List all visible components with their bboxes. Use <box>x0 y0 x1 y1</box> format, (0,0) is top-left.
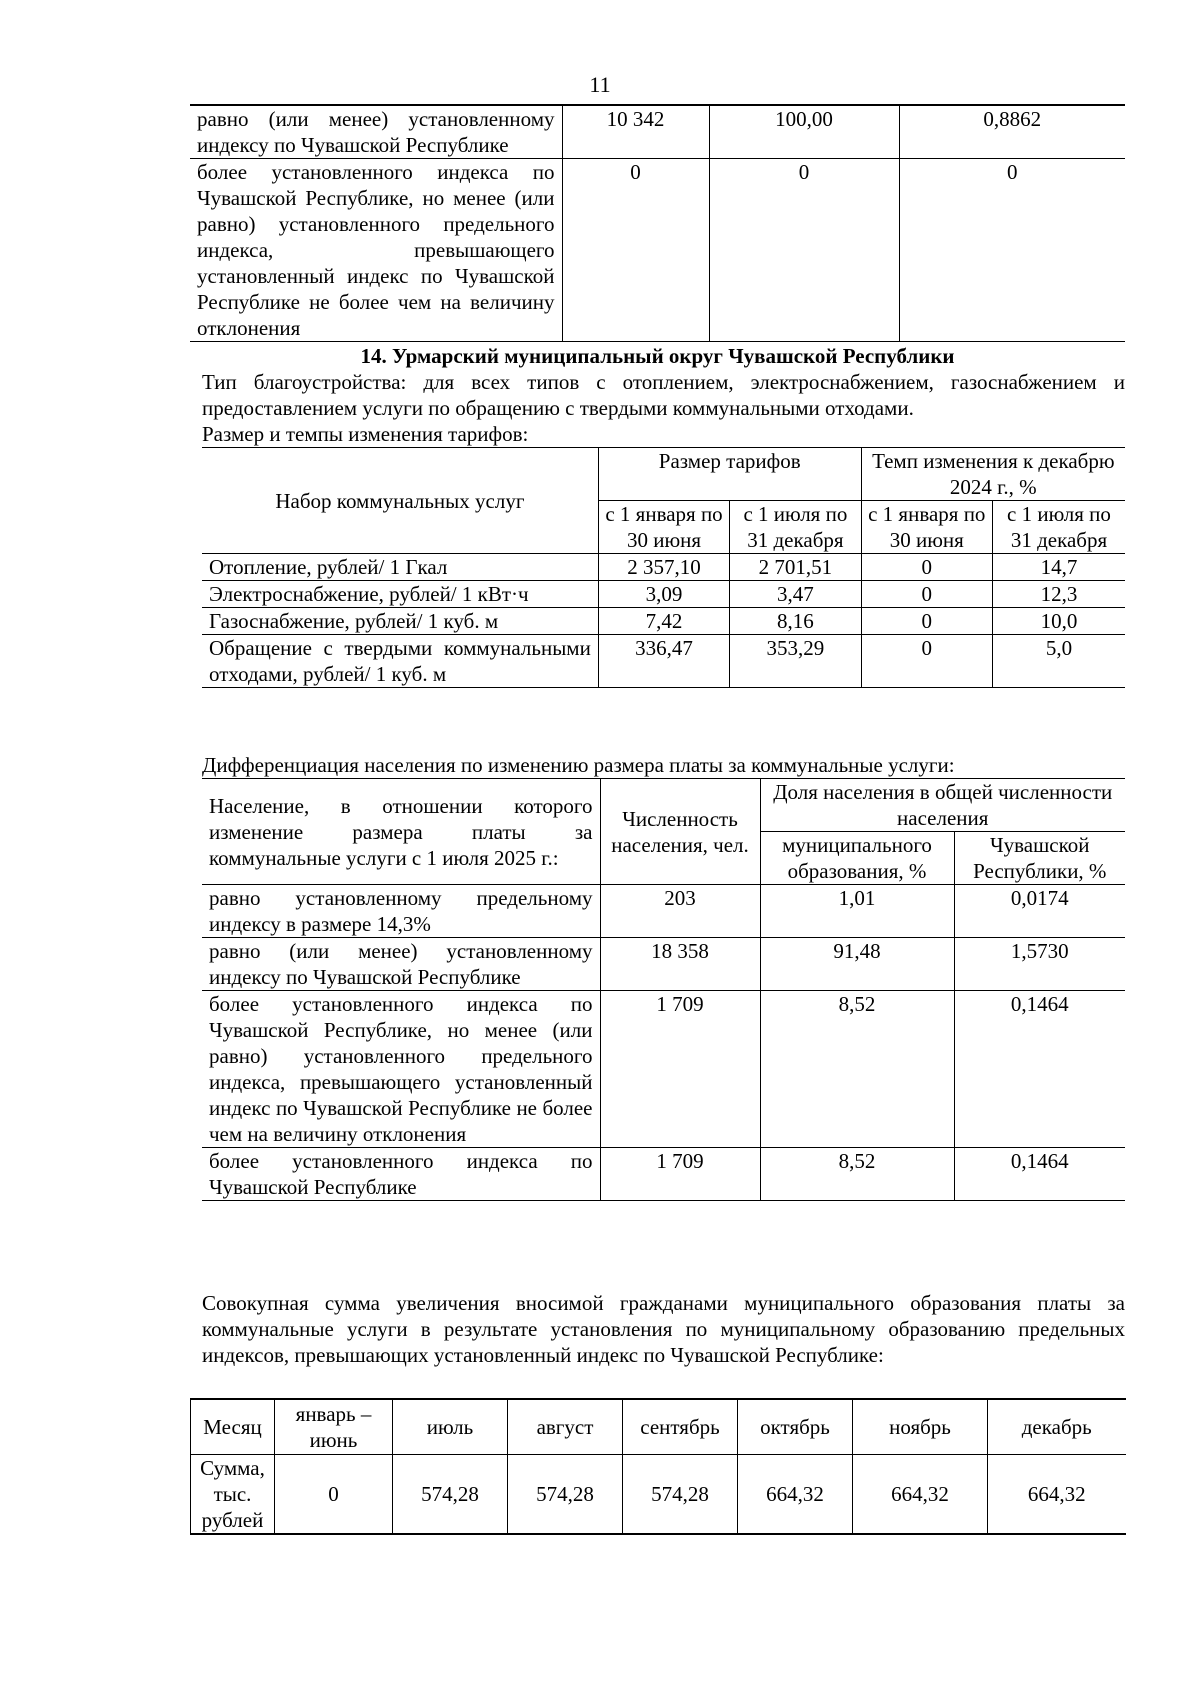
tariffs-table <box>202 447 1125 688</box>
monthly-sum-table <box>190 1398 1125 1535</box>
table-row <box>190 159 1125 342</box>
tariff-value: 2 357,10 <box>598 554 729 581</box>
rate-value: 0 <box>861 581 992 608</box>
tariffs-intro: Размер и темпы изменения тарифов: <box>202 422 529 446</box>
republic-share: 0,1464 <box>954 991 1125 1148</box>
population-count: 0 <box>562 159 709 342</box>
period-header: с 1 июля по 31 декабря <box>730 501 861 554</box>
table-row <box>202 1148 1125 1201</box>
municipal-share: 1,01 <box>760 885 954 938</box>
tariff-value: 7,42 <box>598 608 729 635</box>
republic-share: 0,1464 <box>954 1148 1125 1201</box>
month-header: Месяц <box>191 1399 275 1455</box>
page-number: 11 <box>589 72 611 97</box>
population-label: более установленного индекса по Чувашской Республике, но менее (или равно) установленного предельного индекса, превышающего установленный индекс по Чувашской Республике не более чем на величину отклонения <box>202 991 600 1148</box>
tariff-rate-header: Темп изменения к декабрю 2024 г., % <box>861 448 1125 501</box>
population-label: более установленного индекса по Чувашской Республике, но менее (или равно) установленного предельного индекса, превышающего установленный индекс по Чувашской Республике не более чем на величину отклонения <box>190 159 562 342</box>
tariff-value: 8,16 <box>730 608 861 635</box>
month-cell: декабрь <box>988 1399 1126 1455</box>
sum-cell: 574,28 <box>393 1455 508 1535</box>
population-count: 18 358 <box>600 938 760 991</box>
table-row <box>202 885 1125 938</box>
population-count: 10 342 <box>562 105 709 159</box>
period-header: с 1 января по 30 июня <box>861 501 992 554</box>
tariff-value: 2 701,51 <box>730 554 861 581</box>
sum-cell: 574,28 <box>623 1455 738 1535</box>
tariff-value: 3,47 <box>730 581 861 608</box>
sum-cell: 664,32 <box>988 1455 1126 1535</box>
period-header: с 1 июля по 31 декабря <box>992 501 1125 554</box>
population-header: Население, в отношении которого изменение размера платы за коммунальные услуги с 1 июля 2025 г.: <box>202 779 600 885</box>
sum-cell: 664,32 <box>853 1455 988 1535</box>
tariff-value: 353,29 <box>730 635 861 688</box>
municipal-share-header: муниципального образования, % <box>760 832 954 885</box>
month-cell: август <box>508 1399 623 1455</box>
sum-cell: 0 <box>275 1455 393 1535</box>
rate-value: 12,3 <box>992 581 1125 608</box>
section-heading: 14. Урмарский муниципальный округ Чувашской Республики <box>360 344 955 368</box>
republic-share: 0,8862 <box>899 105 1125 159</box>
service-name: Отопление, рублей/ 1 Гкал <box>202 554 598 581</box>
population-label: равно (или менее) установленному индексу по Чувашской Республике <box>202 938 600 991</box>
table-row <box>202 608 1125 635</box>
republic-share: 0 <box>899 159 1125 342</box>
rate-value: 10,0 <box>992 608 1125 635</box>
sum-header: Сумма, тыс. рублей <box>191 1455 275 1535</box>
rate-value: 5,0 <box>992 635 1125 688</box>
rate-value: 14,7 <box>992 554 1125 581</box>
total-sum-intro: Совокупная сумма увеличения вносимой гражданами муниципального образования платы за коммунальные услуги в результате установления по муниципальному образованию предельных индексов, превышающих установленный индекс по Чувашской Республике: <box>202 1291 1125 1367</box>
service-name: Электроснабжение, рублей/ 1 кВт·ч <box>202 581 598 608</box>
municipal-share: 8,52 <box>760 991 954 1148</box>
month-cell: октябрь <box>738 1399 853 1455</box>
month-cell: ноябрь <box>853 1399 988 1455</box>
population-label: равно установленному предельному индексу в размере 14,3% <box>202 885 600 938</box>
tariff-value: 336,47 <box>598 635 729 688</box>
municipal-share: 91,48 <box>760 938 954 991</box>
month-cell: июль <box>393 1399 508 1455</box>
tariff-value: 3,09 <box>598 581 729 608</box>
rate-value: 0 <box>861 554 992 581</box>
rate-value: 0 <box>861 635 992 688</box>
service-name: Газоснабжение, рублей/ 1 куб. м <box>202 608 598 635</box>
table-row <box>202 554 1125 581</box>
services-header: Набор коммунальных услуг <box>202 448 598 554</box>
population-count: 1 709 <box>600 1148 760 1201</box>
table-row <box>190 105 1125 159</box>
sum-cell: 574,28 <box>508 1455 623 1535</box>
table-row <box>202 581 1125 608</box>
population-count: 1 709 <box>600 991 760 1148</box>
table-row <box>202 635 1125 688</box>
republic-share: 0,0174 <box>954 885 1125 938</box>
republic-share: 1,5730 <box>954 938 1125 991</box>
table-row <box>202 991 1125 1148</box>
population-count: 203 <box>600 885 760 938</box>
table-row <box>202 938 1125 991</box>
top-table-continuation <box>190 104 1125 342</box>
sum-cell: 664,32 <box>738 1455 853 1535</box>
month-cell: январь – июнь <box>275 1399 393 1455</box>
rate-value: 0 <box>861 608 992 635</box>
municipal-share: 0 <box>709 159 899 342</box>
month-cell: сентябрь <box>623 1399 738 1455</box>
tariff-size-header: Размер тарифов <box>598 448 861 501</box>
population-label: более установленного индекса по Чувашской Республике <box>202 1148 600 1201</box>
population-share-header: Доля населения в общей численности населения <box>760 779 1125 832</box>
population-label: равно (или менее) установленному индексу по Чувашской Республике <box>190 105 562 159</box>
municipal-share: 8,52 <box>760 1148 954 1201</box>
population-count-header: Численность населения, чел. <box>600 779 760 885</box>
differentiation-table <box>202 778 1125 1201</box>
municipal-share: 100,00 <box>709 105 899 159</box>
differentiation-intro: Дифференциация населения по изменению размера платы за коммунальные услуги: <box>202 753 955 777</box>
republic-share-header: Чувашской Республики, % <box>954 832 1125 885</box>
period-header: с 1 января по 30 июня <box>598 501 729 554</box>
improvement-type-text: Тип благоустройства: для всех типов с отоплением, электроснабжением, газоснабжением и предоставлением услуги по обращению с твердыми коммунальными отходами. <box>202 370 1125 420</box>
service-name: Обращение с твердыми коммунальными отходами, рублей/ 1 куб. м <box>202 635 598 688</box>
